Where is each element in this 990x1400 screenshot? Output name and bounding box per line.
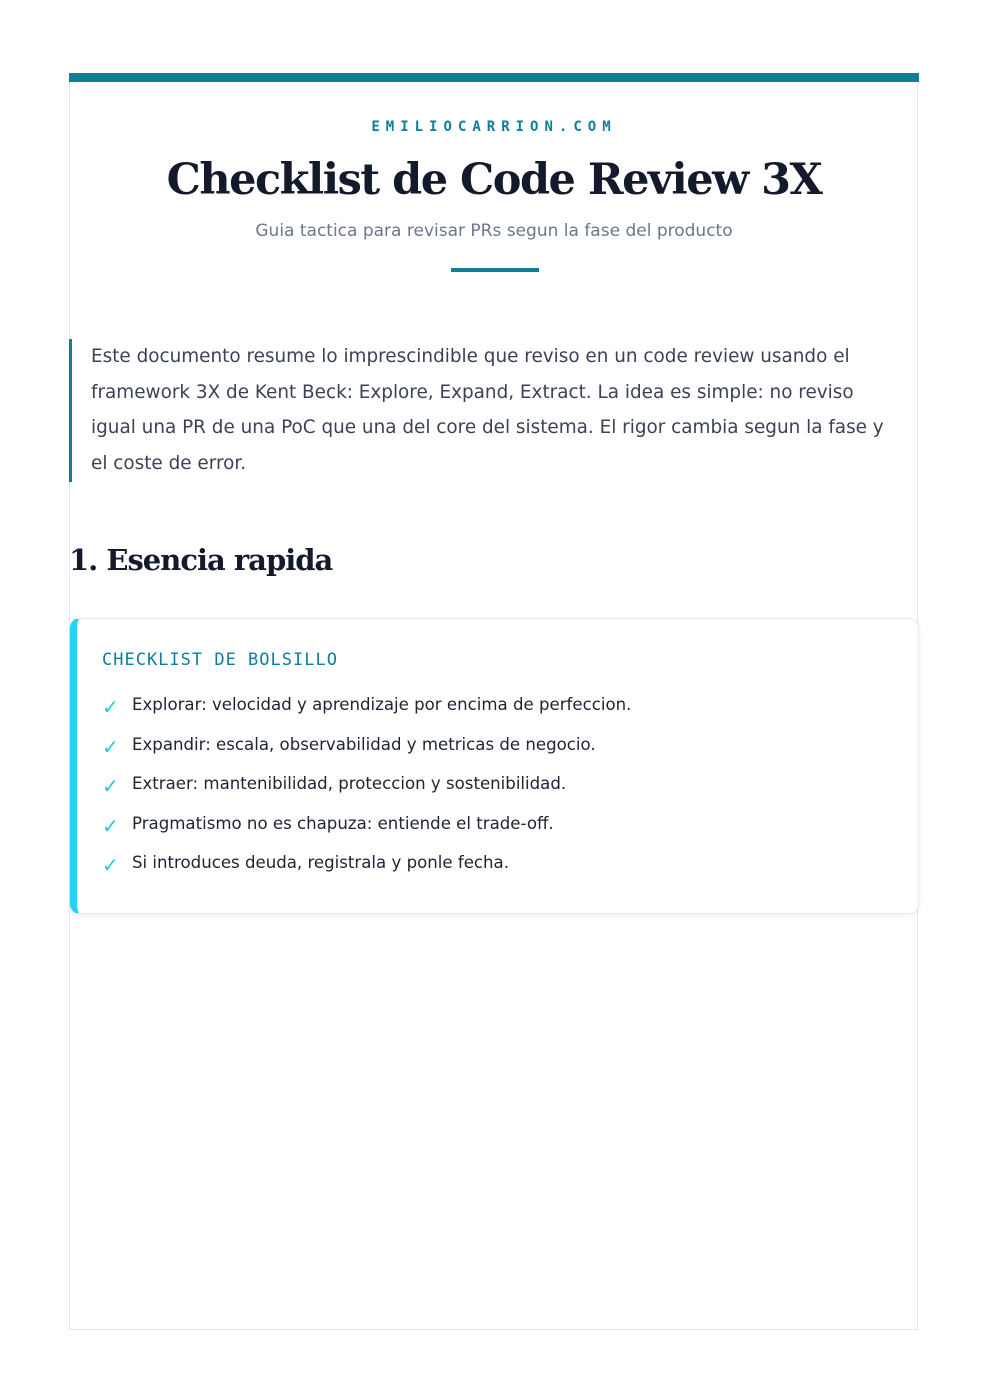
checklist-card	[70, 618, 919, 914]
checkmark-icon: ✓	[102, 813, 119, 838]
checklist-item-text: Pragmatismo no es chapuza: entiende el trade-off.	[132, 813, 554, 833]
checklist-item-text: Explorar: velocidad y aprendizaje por encima de perfeccion.	[132, 695, 632, 714]
page-subtitle: Guia tactica para revisar PRs segun la fase del producto	[255, 221, 733, 241]
checklist-item-text: Expandir: escala, observabilidad y metricas de negocio.	[132, 734, 596, 754]
top-accent-bar	[69, 73, 919, 82]
checkmark-icon: ✓	[102, 734, 119, 759]
section-heading-esencia: 1. Esencia rapida	[69, 543, 333, 577]
checkmark-icon: ✓	[102, 774, 119, 798]
checklist-item	[102, 691, 631, 731]
site-label[interactable]: EMILIOCARRION.COM	[371, 119, 617, 135]
intro-blockquote: Este documento resume lo imprescindible que reviso en un code review usando el framework 3X de Kent Beck: Explore, Expand, Extract. La idea es simple: no reviso igual una PR de una PoC que una del core del sistema. El rigor cambia segun la fase y el coste de error.	[69, 339, 939, 482]
checklist-item	[102, 731, 631, 771]
checklist	[102, 691, 631, 889]
checklist-item-text: Si introduces deuda, registrala y ponle fecha.	[132, 853, 510, 872]
checklist-item	[102, 810, 631, 850]
checklist-item	[102, 849, 631, 889]
checklist-title: CHECKLIST DE BOLSILLO	[102, 650, 338, 670]
checkmark-icon: ✓	[102, 853, 119, 877]
checkmark-icon: ✓	[102, 695, 119, 719]
page-title: Checklist de Code Review 3X	[166, 155, 822, 205]
checklist-item-text: Extraer: mantenibilidad, proteccion y sostenibilidad.	[132, 774, 567, 793]
title-divider	[451, 268, 539, 272]
checklist-item	[102, 770, 631, 810]
